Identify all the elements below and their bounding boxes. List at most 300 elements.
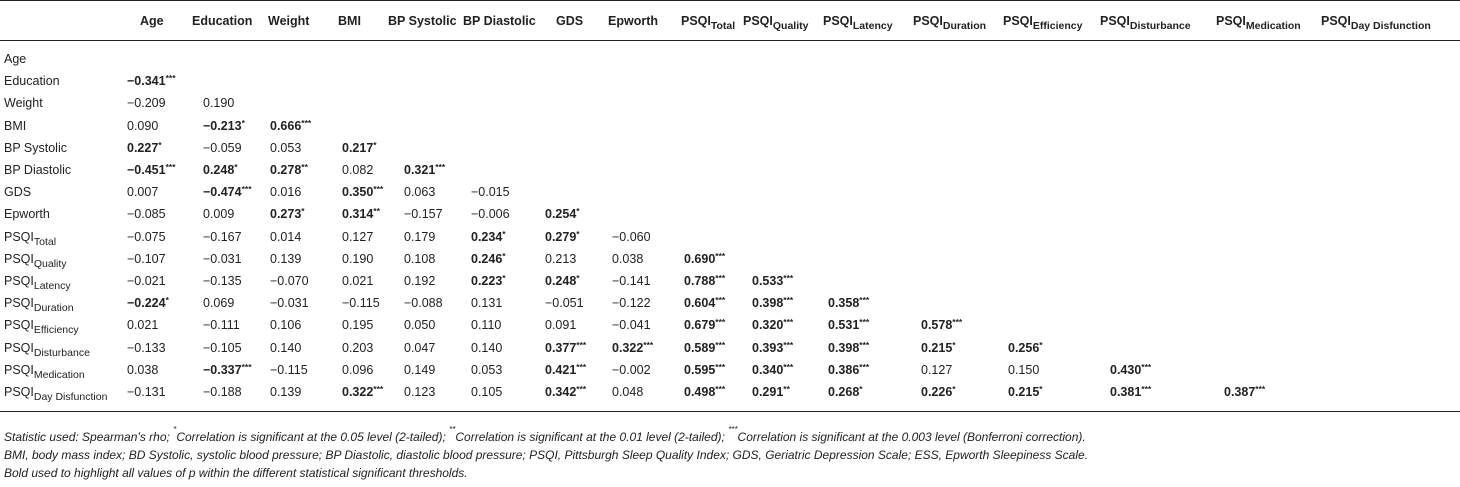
row-label-sub: Disturbance bbox=[33, 346, 90, 359]
cell-value: 0.279 bbox=[545, 229, 577, 244]
cell-value: 0.268 bbox=[828, 385, 860, 399]
column-header bbox=[1003, 14, 1083, 32]
significance-marker: * bbox=[373, 139, 377, 150]
table-cell bbox=[342, 318, 373, 332]
cell-value: 0.377 bbox=[545, 340, 577, 355]
row-label bbox=[4, 251, 67, 270]
row-label bbox=[4, 362, 85, 381]
cell-value: 0.213 bbox=[545, 251, 577, 266]
table-cell bbox=[342, 207, 380, 221]
cell-value: 0.150 bbox=[1008, 362, 1040, 377]
row-label-main: PSQI bbox=[4, 296, 34, 311]
significance-marker: *** bbox=[783, 273, 794, 283]
significance-marker: *** bbox=[165, 73, 176, 84]
table-cell bbox=[612, 296, 651, 310]
table-cell bbox=[921, 385, 956, 399]
table-cell bbox=[404, 163, 445, 177]
row-label bbox=[4, 340, 90, 359]
top-rule bbox=[0, 0, 1460, 1]
column-header bbox=[140, 14, 164, 28]
cell-value: 0.140 bbox=[471, 340, 503, 355]
table-cell bbox=[752, 363, 793, 377]
cell-value: −0.474 bbox=[203, 185, 242, 200]
table-cell bbox=[545, 252, 576, 266]
significance-marker: *** bbox=[435, 162, 446, 172]
cell-value: −0.131 bbox=[127, 385, 166, 399]
column-header-sub: Latency bbox=[852, 20, 893, 32]
table-cell bbox=[404, 363, 435, 377]
row-label bbox=[4, 163, 71, 177]
significance-marker: *** bbox=[373, 184, 384, 195]
column-header-main: PSQI bbox=[681, 14, 711, 28]
column-header-main: PSQI bbox=[1003, 14, 1033, 28]
table-cell bbox=[684, 318, 725, 332]
significance-marker: *** bbox=[241, 361, 252, 372]
table-cell bbox=[203, 385, 242, 399]
table-cell bbox=[404, 385, 435, 399]
cell-value: 0.398 bbox=[752, 296, 784, 311]
table-cell bbox=[203, 96, 234, 110]
table-cell bbox=[342, 141, 377, 155]
column-header-sub: Quality bbox=[772, 20, 809, 32]
cell-value: 0.788 bbox=[684, 274, 716, 288]
table-cell bbox=[342, 363, 373, 377]
cell-value: −0.224 bbox=[127, 296, 166, 311]
significance-marker: * bbox=[952, 339, 956, 350]
cell-value: 0.358 bbox=[828, 296, 860, 311]
table-cell bbox=[404, 230, 435, 244]
row-label-main: PSQI bbox=[4, 274, 34, 288]
footnote-bold-note: Bold used to highlight all values of p within the different statistical significant thresholds. bbox=[4, 466, 468, 480]
table-cell bbox=[342, 341, 373, 355]
row-label bbox=[4, 229, 57, 248]
table-cell bbox=[270, 185, 301, 199]
significance-marker: *** bbox=[715, 317, 726, 328]
cell-value: −0.075 bbox=[127, 229, 166, 244]
cell-value: 0.223 bbox=[471, 274, 503, 288]
column-header bbox=[1100, 14, 1191, 32]
table-cell bbox=[404, 341, 435, 355]
table-cell bbox=[471, 230, 506, 244]
table-cell bbox=[471, 185, 510, 199]
table-cell bbox=[127, 274, 166, 288]
table-cell bbox=[127, 385, 166, 399]
cell-value: 0.215 bbox=[921, 340, 953, 355]
cell-value: −0.059 bbox=[203, 140, 242, 155]
row-label bbox=[4, 185, 31, 199]
column-header-sub: Day Disfunction bbox=[1350, 20, 1431, 32]
table-cell bbox=[1110, 363, 1151, 377]
cell-value: 0.340 bbox=[752, 362, 784, 377]
significance-marker: *** bbox=[715, 273, 726, 283]
table-cell bbox=[342, 252, 373, 266]
table-cell bbox=[127, 185, 158, 199]
table-cell bbox=[270, 385, 301, 399]
table-cell bbox=[342, 230, 373, 244]
cell-value: 0.604 bbox=[684, 296, 716, 311]
cell-value: 0.203 bbox=[342, 340, 374, 355]
cell-value: 0.190 bbox=[342, 251, 374, 266]
cell-value: −0.213 bbox=[203, 118, 242, 133]
column-header-main: BMI bbox=[338, 14, 361, 28]
table-cell bbox=[203, 274, 242, 288]
table-cell bbox=[828, 385, 863, 399]
column-header bbox=[1216, 14, 1301, 32]
row-label-main: Epworth bbox=[4, 207, 50, 222]
cell-value: 0.248 bbox=[545, 274, 577, 288]
cell-value: 0.578 bbox=[921, 318, 953, 333]
cell-value: 0.314 bbox=[342, 207, 374, 222]
significance-marker: *** bbox=[1255, 384, 1266, 394]
table-cell bbox=[545, 296, 584, 310]
row-label-main: Education bbox=[4, 74, 60, 89]
significance-marker: *** bbox=[373, 384, 384, 394]
significance-marker: *** bbox=[576, 384, 587, 394]
column-header bbox=[743, 14, 809, 32]
cell-value: 0.666 bbox=[270, 118, 302, 133]
cell-value: 0.350 bbox=[342, 185, 374, 200]
cell-value: 0.123 bbox=[404, 385, 436, 399]
row-label bbox=[4, 52, 26, 66]
row-label-main: PSQI bbox=[4, 229, 34, 244]
row-label-main: PSQI bbox=[4, 251, 34, 266]
column-header-main: BP Systolic bbox=[388, 14, 457, 28]
table-cell bbox=[545, 341, 586, 355]
significance-marker: ** bbox=[373, 206, 380, 217]
row-label bbox=[4, 119, 26, 133]
column-header-main: PSQI bbox=[1216, 14, 1246, 28]
row-label-main: Age bbox=[4, 52, 27, 66]
cell-value: 0.014 bbox=[270, 229, 302, 244]
table-cell bbox=[127, 363, 158, 377]
row-label-main: PSQI bbox=[4, 385, 34, 399]
column-header bbox=[268, 14, 309, 28]
cell-value: 0.127 bbox=[921, 362, 953, 377]
significance-marker: * bbox=[576, 273, 580, 283]
table-cell bbox=[203, 252, 242, 266]
table-cell bbox=[921, 363, 952, 377]
table-cell bbox=[828, 318, 869, 332]
column-header-main: Age bbox=[140, 14, 164, 28]
table-cell bbox=[545, 385, 586, 399]
table-cell bbox=[612, 230, 651, 244]
cell-value: 0.063 bbox=[404, 185, 436, 200]
cell-value: 0.009 bbox=[203, 207, 235, 222]
table-cell bbox=[612, 274, 651, 288]
row-label bbox=[4, 96, 43, 110]
table-cell bbox=[203, 141, 242, 155]
cell-value: −0.122 bbox=[612, 296, 651, 311]
cell-value: −0.107 bbox=[127, 251, 166, 266]
cell-value: 0.227 bbox=[127, 140, 159, 155]
cell-value: 0.149 bbox=[404, 362, 436, 377]
significance-marker: *** bbox=[783, 361, 794, 372]
cell-value: 0.589 bbox=[684, 340, 716, 355]
cell-value: −0.341 bbox=[127, 74, 166, 89]
table-cell bbox=[545, 207, 580, 221]
cell-value: 0.226 bbox=[921, 385, 953, 399]
column-header bbox=[913, 14, 987, 32]
cell-value: 0.381 bbox=[1110, 385, 1142, 399]
table-cell bbox=[342, 163, 373, 177]
column-header-sub: Medication bbox=[1245, 20, 1301, 32]
row-label bbox=[4, 296, 74, 315]
table-cell bbox=[270, 318, 301, 332]
row-label-main: PSQI bbox=[4, 340, 34, 355]
table-cell bbox=[684, 274, 725, 288]
table-cell bbox=[203, 318, 240, 332]
cell-value: −0.115 bbox=[342, 296, 380, 311]
cell-value: 0.047 bbox=[404, 340, 436, 355]
cell-value: 0.322 bbox=[612, 340, 644, 355]
cell-value: 0.498 bbox=[684, 385, 716, 399]
cell-value: 0.096 bbox=[342, 362, 374, 377]
table-cell bbox=[127, 141, 162, 155]
table-cell bbox=[1110, 385, 1151, 399]
table-cell bbox=[471, 252, 506, 266]
column-header bbox=[608, 14, 658, 28]
cell-value: 0.090 bbox=[127, 118, 159, 133]
significance-marker: * bbox=[859, 384, 863, 394]
column-header-sub: Efficiency bbox=[1032, 20, 1083, 32]
table-cell bbox=[684, 252, 725, 266]
significance-marker: * bbox=[301, 206, 305, 217]
row-label-sub: Medication bbox=[33, 368, 85, 381]
cell-value: 0.234 bbox=[471, 229, 503, 244]
cell-value: −0.088 bbox=[404, 296, 443, 311]
table-cell bbox=[471, 341, 502, 355]
cell-value: −0.021 bbox=[127, 274, 166, 288]
table-cell bbox=[270, 341, 301, 355]
cell-value: 0.050 bbox=[404, 318, 436, 333]
column-header bbox=[192, 14, 252, 28]
cell-value: 0.321 bbox=[404, 163, 436, 177]
column-header-main: PSQI bbox=[913, 14, 943, 28]
table-cell bbox=[404, 274, 435, 288]
row-label-main: GDS bbox=[4, 185, 32, 200]
table-cell bbox=[203, 363, 252, 377]
row-label-main: Weight bbox=[4, 96, 43, 111]
row-label bbox=[4, 74, 60, 88]
table-cell bbox=[471, 296, 502, 310]
cell-value: −0.167 bbox=[203, 229, 242, 244]
table-cell bbox=[342, 296, 380, 310]
table-cell bbox=[612, 318, 651, 332]
cell-value: −0.188 bbox=[203, 385, 242, 399]
table-cell bbox=[828, 341, 869, 355]
table-cell bbox=[921, 341, 956, 355]
table-cell bbox=[404, 207, 443, 221]
cell-value: −0.015 bbox=[471, 185, 510, 200]
cell-value: −0.070 bbox=[270, 274, 309, 288]
cell-value: −0.051 bbox=[545, 296, 584, 311]
cell-value: −0.006 bbox=[471, 207, 510, 222]
column-header bbox=[388, 14, 457, 28]
table-cell bbox=[342, 185, 383, 199]
significance-marker: *** bbox=[241, 184, 252, 195]
cell-value: 0.091 bbox=[545, 318, 577, 333]
table-cell bbox=[127, 96, 166, 110]
table-cell bbox=[545, 230, 580, 244]
table-cell bbox=[270, 363, 308, 377]
table-cell bbox=[127, 119, 158, 133]
table-cell bbox=[828, 363, 869, 377]
table-cell bbox=[828, 296, 869, 310]
cell-value: −0.031 bbox=[270, 296, 309, 311]
significance-marker: *** bbox=[1141, 384, 1152, 394]
cell-value: −0.041 bbox=[612, 318, 651, 333]
table-cell bbox=[684, 341, 725, 355]
cell-value: 0.320 bbox=[752, 318, 784, 333]
cell-value: 0.127 bbox=[342, 229, 374, 244]
table-cell bbox=[127, 296, 169, 310]
cell-value: 0.273 bbox=[270, 207, 302, 222]
significance-marker: * bbox=[234, 162, 238, 172]
cell-value: 0.105 bbox=[471, 385, 503, 399]
row-label bbox=[4, 385, 108, 403]
table-cell bbox=[270, 252, 301, 266]
row-label bbox=[4, 318, 79, 337]
significance-marker: *** bbox=[576, 361, 587, 372]
cell-value: −0.105 bbox=[203, 340, 242, 355]
significance-marker: * bbox=[502, 250, 506, 261]
table-cell bbox=[270, 141, 301, 155]
cell-value: 0.342 bbox=[545, 385, 577, 399]
cell-value: 0.679 bbox=[684, 318, 716, 333]
cell-value: 0.131 bbox=[471, 296, 503, 311]
table-cell bbox=[270, 274, 309, 288]
cell-value: 0.108 bbox=[404, 251, 436, 266]
table-cell bbox=[127, 207, 166, 221]
cell-value: 0.021 bbox=[342, 274, 374, 288]
cell-value: 0.021 bbox=[127, 318, 159, 333]
significance-marker: *** bbox=[859, 361, 870, 372]
table-cell bbox=[404, 318, 435, 332]
table-cell bbox=[471, 385, 502, 399]
column-header-main: Weight bbox=[268, 14, 310, 28]
cell-value: −0.451 bbox=[127, 163, 166, 177]
table-cell bbox=[203, 341, 242, 355]
row-label-sub: Duration bbox=[33, 302, 74, 315]
cell-value: 0.246 bbox=[471, 251, 503, 266]
table-cell bbox=[752, 341, 793, 355]
significance-marker: * bbox=[241, 117, 245, 128]
significance-marker: *** bbox=[783, 317, 794, 328]
table-cell bbox=[545, 318, 576, 332]
column-header-main: BP Diastolic bbox=[463, 14, 536, 28]
table-cell bbox=[127, 252, 166, 266]
table-cell bbox=[612, 363, 651, 377]
cell-value: 0.256 bbox=[1008, 340, 1040, 355]
cell-value: 0.595 bbox=[684, 362, 716, 377]
significance-marker: *** bbox=[643, 339, 654, 350]
cell-value: −0.060 bbox=[612, 229, 651, 244]
cell-value: 0.430 bbox=[1110, 362, 1142, 377]
cell-value: −0.209 bbox=[127, 96, 166, 111]
cell-value: 0.531 bbox=[828, 318, 860, 333]
row-label bbox=[4, 274, 71, 292]
table-cell bbox=[404, 296, 443, 310]
table-cell bbox=[1008, 341, 1043, 355]
table-cell bbox=[203, 296, 234, 310]
column-header-main: PSQI bbox=[743, 14, 773, 28]
cell-value: 0.254 bbox=[545, 207, 577, 222]
significance-marker: *** bbox=[783, 339, 794, 350]
cell-value: 0.069 bbox=[203, 296, 235, 311]
cell-value: 0.386 bbox=[828, 362, 860, 377]
cell-value: −0.115 bbox=[270, 362, 308, 377]
column-header bbox=[1321, 14, 1431, 32]
cell-value: −0.135 bbox=[203, 274, 242, 288]
significance-marker: *** bbox=[165, 162, 176, 172]
significance-marker: * bbox=[158, 139, 162, 150]
cell-value: 0.106 bbox=[270, 318, 302, 333]
significance-marker: * bbox=[1039, 339, 1043, 350]
row-label bbox=[4, 207, 50, 221]
table-cell bbox=[127, 74, 176, 88]
cell-value: 0.179 bbox=[404, 229, 436, 244]
table-cell bbox=[127, 163, 176, 177]
cell-value: 0.387 bbox=[1224, 385, 1256, 399]
cell-value: 0.192 bbox=[404, 274, 436, 288]
cell-value: 0.291 bbox=[752, 385, 784, 399]
cell-value: 0.322 bbox=[342, 385, 374, 399]
table-cell bbox=[752, 274, 793, 288]
cell-value: −0.111 bbox=[203, 318, 240, 333]
cell-value: −0.085 bbox=[127, 207, 166, 222]
header-rule bbox=[0, 40, 1460, 41]
table-cell bbox=[404, 185, 435, 199]
table-cell bbox=[752, 385, 790, 399]
significance-marker: *** bbox=[715, 250, 726, 261]
row-label-sub: Total bbox=[33, 235, 57, 248]
significance-marker: *** bbox=[783, 295, 794, 306]
row-label-main: BP Systolic bbox=[4, 140, 67, 155]
row-label bbox=[4, 141, 67, 155]
cell-value: −0.031 bbox=[203, 251, 242, 266]
column-header-main: PSQI bbox=[1321, 14, 1351, 28]
column-header bbox=[823, 14, 893, 32]
table-cell bbox=[127, 230, 166, 244]
table-cell bbox=[1008, 385, 1043, 399]
significance-marker: *** bbox=[715, 384, 726, 394]
cell-value: 0.190 bbox=[203, 96, 235, 111]
table-cell bbox=[471, 363, 502, 377]
table-cell bbox=[612, 341, 653, 355]
table-cell bbox=[684, 385, 725, 399]
significance-marker: * bbox=[576, 206, 580, 217]
cell-value: 0.139 bbox=[270, 251, 302, 266]
row-label-sub: Latency bbox=[33, 280, 71, 292]
significance-marker: *** bbox=[952, 317, 963, 328]
column-header-main: PSQI bbox=[823, 14, 853, 28]
table-cell bbox=[203, 207, 234, 221]
cell-value: 0.217 bbox=[342, 140, 374, 155]
column-header-main: GDS bbox=[556, 14, 584, 28]
table-cell bbox=[921, 318, 962, 332]
table-cell bbox=[684, 363, 725, 377]
cell-value: 0.140 bbox=[270, 340, 302, 355]
cell-value: 0.278 bbox=[270, 163, 302, 177]
table-cell bbox=[270, 163, 308, 177]
column-header-sub: Total bbox=[710, 20, 736, 32]
row-label-sub: Day Disfunction bbox=[33, 391, 108, 403]
cell-value: 0.421 bbox=[545, 362, 577, 377]
significance-marker: *** bbox=[859, 339, 870, 350]
column-header bbox=[338, 14, 361, 28]
significance-marker: *** bbox=[1141, 361, 1152, 372]
column-header bbox=[463, 14, 536, 28]
